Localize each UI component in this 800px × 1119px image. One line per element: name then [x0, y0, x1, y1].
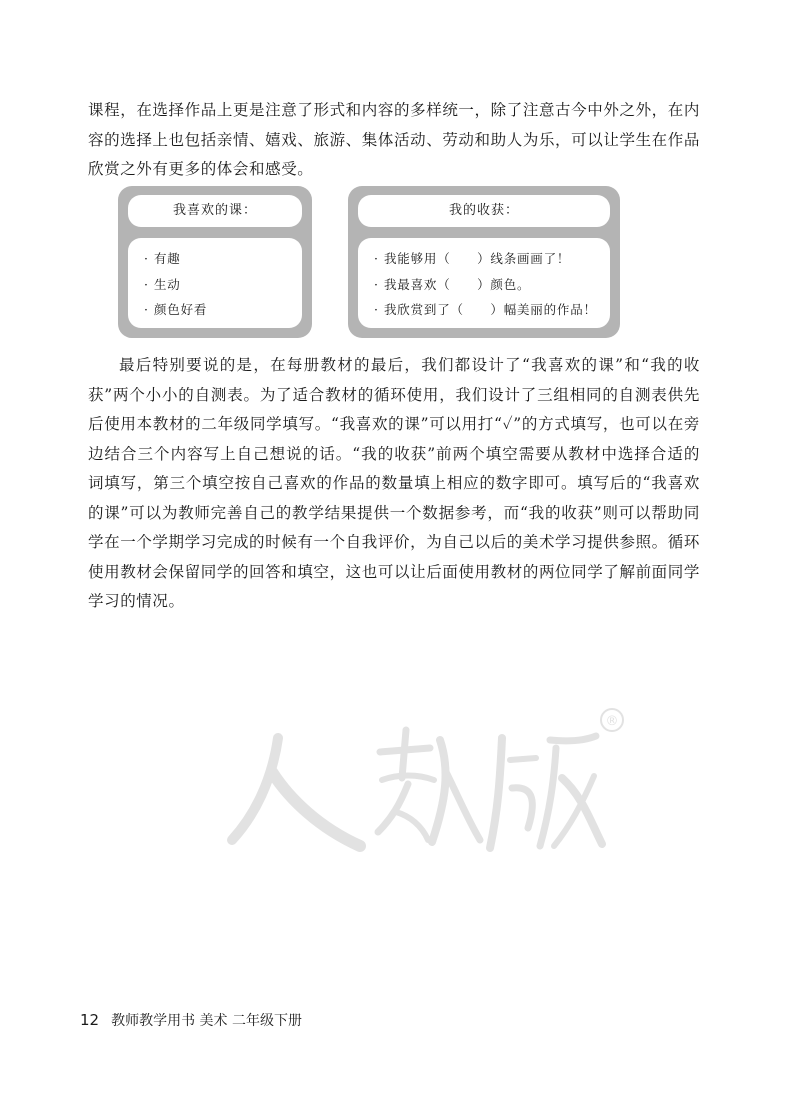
bottom-paragraph: 最后特别要说的是，在每册教材的最后，我们都设计了“我喜欢的课”和“我的收获”两个小小的自测表。为了适合教材的循环使用，我们设计了三组相同的自测表供先后使用本教材的二年级同学填写。“我喜欢的课”可以用打“✓”的方式填写，也可以在旁边结合三个内容写上自己想说的话。“我的收获”前两个填空需要从教材中选择合适的词填写，第三个填空按自己喜欢的作品的数量填上相应的数字即可。填写后的“我喜欢的课”可以为教师完善自己的教学结果提供一个数据参考，而“我的收获”则可以帮助同学在一个学期学习完成的时候有一个自我评价，为自己以后的美术学习提供参照。循环使用教材会保留同学的回答和填空，这也可以让后面使用教材的两位同学了解前面同学学习的情况。	[88, 356, 700, 610]
book-title: 教师教学用书 美术 二年级下册	[111, 1013, 302, 1029]
list-item: · 我最喜欢（ ）颜色。	[374, 276, 531, 292]
page-number: 12	[80, 1011, 100, 1029]
list-item-text: 颜色好看	[154, 302, 208, 317]
list-item-text: 我能够用（ ）线条画画了！	[384, 251, 571, 266]
favorite-lesson-card	[118, 186, 312, 338]
favorite-lesson-title: 我喜欢的课：	[128, 195, 302, 227]
list-item: · 我欣赏到了（ ）幅美丽的作品！	[374, 302, 597, 317]
favorite-lesson-list	[128, 238, 302, 328]
top-paragraph: 课程，在选择作品上更是注意了形式和内容的多样统一，除了注意古今中外之外，在内容的选择上也包括亲情、嬉戏、旅游、集体活动、劳动和助人为乐，可以让学生在作品欣赏之外有更多的体会和感受。	[88, 101, 700, 178]
page-footer	[80, 1010, 302, 1030]
publisher-watermark-logo	[210, 700, 630, 870]
list-item-text: 生动	[154, 276, 181, 292]
list-item-text: 我最喜欢（ ）颜色。	[384, 276, 531, 292]
my-gains-list	[358, 238, 610, 328]
list-item: · 颜色好看	[144, 302, 208, 317]
my-gains-title: 我的收获：	[358, 195, 610, 227]
list-item: · 我能够用（ ）线条画画了！	[374, 251, 571, 266]
list-item-text: 我欣赏到了（ ）幅美丽的作品！	[384, 302, 597, 317]
list-item: · 生动	[144, 276, 181, 292]
my-gains-card	[348, 186, 620, 338]
list-item: · 有趣	[144, 251, 181, 266]
list-item-text: 有趣	[154, 251, 181, 266]
registered-mark: ®	[605, 714, 619, 729]
